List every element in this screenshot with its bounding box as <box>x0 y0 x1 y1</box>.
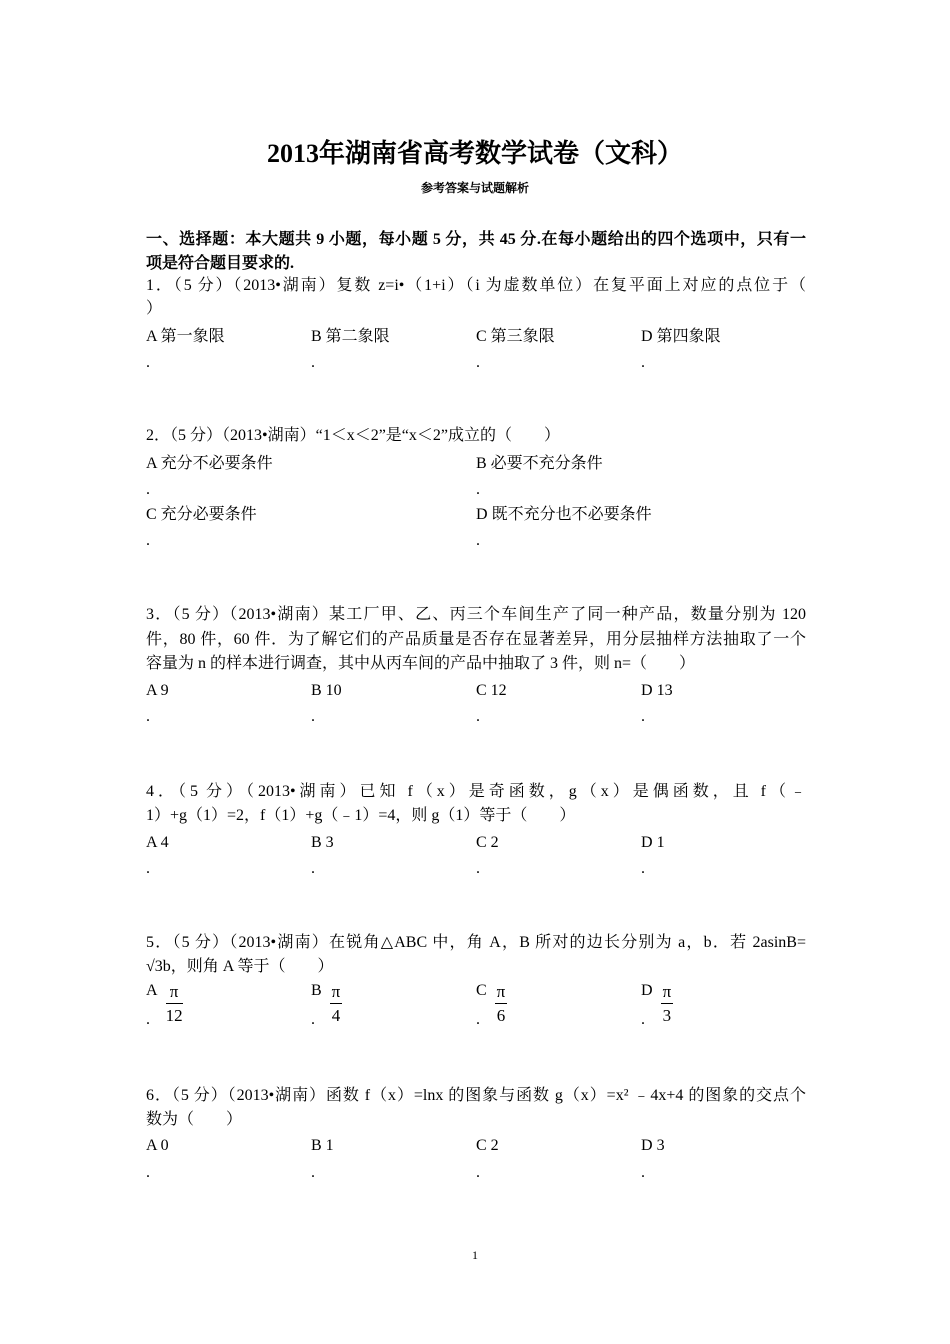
option-dot: . <box>146 860 150 877</box>
option-d[interactable] <box>641 681 673 701</box>
option-b[interactable] <box>476 454 603 474</box>
option-letter: D <box>641 328 653 345</box>
option-c[interactable] <box>476 1136 499 1156</box>
option-text: 12 <box>490 682 507 699</box>
option-b[interactable] <box>311 1136 334 1156</box>
option-letter: C <box>476 682 487 699</box>
option-d[interactable] <box>641 981 673 1028</box>
option-d[interactable] <box>641 1136 665 1156</box>
option-fraction <box>495 981 508 1028</box>
option-text: 充分必要条件 <box>160 506 257 523</box>
option-a[interactable] <box>146 1136 169 1156</box>
option-dot: . <box>476 708 480 725</box>
option-letter: D <box>476 506 488 523</box>
option-a[interactable] <box>146 327 225 347</box>
option-letter: B <box>311 1137 322 1154</box>
option-b[interactable] <box>311 981 342 1028</box>
section-heading-line-1: 一、选择题：本大题共 9 小题，每小题 5 分，共 45 分.在每小题给出的四个选项中，只有一 <box>146 231 806 248</box>
question-3-text-line: 容量为 n 的样本进行调查，其中从丙车间的产品中抽取了 3 件，则 n=（ ） <box>146 655 696 672</box>
option-c[interactable] <box>476 833 499 853</box>
option-dot: . <box>311 1011 315 1028</box>
question-1-text-line: 1．（5 分）（2013•湖南）复数 z=i•（1+i）（i 为虚数单位）在复平面上对应的点位于（ <box>146 277 806 294</box>
fraction-numerator: π <box>166 981 183 1004</box>
fraction-denominator: 4 <box>331 1006 341 1025</box>
option-letter: C <box>476 834 487 851</box>
option-b[interactable] <box>311 681 342 701</box>
fraction-denominator: 6 <box>496 1006 506 1025</box>
option-letter: C <box>146 506 157 523</box>
option-dot: . <box>146 532 150 549</box>
option-a[interactable] <box>146 981 183 1028</box>
option-letter: C <box>476 1137 487 1154</box>
option-fraction <box>330 981 343 1028</box>
option-dot: . <box>476 532 480 549</box>
question-5-text-line: √3b，则角 A 等于（ ） <box>146 958 334 975</box>
option-letter: B <box>311 834 322 851</box>
option-text: 4 <box>160 834 169 851</box>
question-4-text-line: 4．（5 分）（2013•湖南）已知 f（x）是奇函数，g（x）是偶函数，且 f（﹣ <box>146 783 806 800</box>
option-text: 1 <box>325 1137 334 1154</box>
document-title: 2013年湖南省高考数学试卷（文科） <box>266 139 683 168</box>
question-1-text-line: ） <box>146 300 163 317</box>
option-b[interactable] <box>311 327 390 347</box>
option-dot: . <box>641 708 645 725</box>
option-letter: B <box>476 455 487 472</box>
option-text: 0 <box>160 1137 169 1154</box>
option-letter: B <box>311 982 322 999</box>
option-text: 既不充分也不必要条件 <box>491 506 652 523</box>
document-subtitle: 参考答案与试题解析 <box>420 181 529 195</box>
option-dot: . <box>476 1011 480 1028</box>
option-text: 必要不充分条件 <box>490 455 603 472</box>
option-fraction <box>661 981 674 1028</box>
question-2-text-line: 2．（5 分）（2013•湖南）“1＜x＜2”是“x＜2”成立的（ ） <box>146 427 561 444</box>
option-text: 10 <box>325 682 342 699</box>
option-c[interactable] <box>476 981 507 1028</box>
option-text: 2 <box>490 834 499 851</box>
option-dot: . <box>476 354 480 371</box>
option-text: 1 <box>656 834 665 851</box>
option-letter: C <box>476 982 487 999</box>
option-b[interactable] <box>311 833 334 853</box>
option-letter: A <box>146 982 158 999</box>
option-dot: . <box>146 354 150 371</box>
option-dot: . <box>641 354 645 371</box>
option-dot: . <box>641 1011 645 1028</box>
option-letter: A <box>146 834 157 851</box>
section-heading-line-2: 项是符合题目要求的. <box>146 255 295 272</box>
option-text: 第一象限 <box>160 328 225 345</box>
question-6-text-line: 6．（5 分）（2013•湖南）函数 f（x）=lnx 的图象与函数 g（x）=x² ﹣4x+4 的图象的交点个 <box>146 1087 806 1104</box>
option-dot: . <box>311 354 315 371</box>
option-dot: . <box>476 860 480 877</box>
option-text: 13 <box>656 682 673 699</box>
option-dot: . <box>641 860 645 877</box>
option-letter: D <box>641 1137 653 1154</box>
option-letter: C <box>476 328 487 345</box>
option-text: 3 <box>325 834 334 851</box>
fraction-numerator: π <box>661 981 674 1004</box>
option-dot: . <box>146 708 150 725</box>
fraction-denominator: 12 <box>165 1006 183 1025</box>
option-letter: A <box>146 1137 157 1154</box>
option-c[interactable] <box>146 505 257 525</box>
fraction-numerator: π <box>330 981 343 1004</box>
option-dot: . <box>311 860 315 877</box>
option-dot: . <box>311 708 315 725</box>
option-dot: . <box>146 481 150 498</box>
option-c[interactable] <box>476 681 507 701</box>
page-number: 1 <box>472 1248 478 1262</box>
option-a[interactable] <box>146 681 169 701</box>
option-text: 第四象限 <box>656 328 721 345</box>
option-text: 9 <box>160 682 169 699</box>
option-dot: . <box>311 1164 315 1181</box>
option-letter: B <box>311 682 322 699</box>
option-c[interactable] <box>476 327 555 347</box>
question-4-text-line: 1）+g（1）=2，f（1）+g（﹣1）=4，则 g（1）等于（ ） <box>146 807 576 824</box>
question-6-text-line: 数为（ ） <box>146 1111 243 1128</box>
option-text: 充分不必要条件 <box>160 455 273 472</box>
option-text: 3 <box>656 1137 665 1154</box>
question-3-text-line: 件，80 件，60 件．为了解它们的产品质量是否存在显著差异，用分层抽样方法抽取了一个 <box>146 631 806 648</box>
option-dot: . <box>146 1011 150 1028</box>
option-dot: . <box>641 1164 645 1181</box>
option-dot: . <box>146 1164 150 1181</box>
option-letter: B <box>311 328 322 345</box>
option-d[interactable] <box>641 833 665 853</box>
option-text: 第三象限 <box>490 328 555 345</box>
option-dot: . <box>476 481 480 498</box>
option-d[interactable] <box>641 327 721 347</box>
option-letter: A <box>146 455 157 472</box>
fraction-denominator: 3 <box>662 1006 672 1025</box>
option-d[interactable] <box>476 505 652 525</box>
option-dot: . <box>476 1164 480 1181</box>
question-3-text-line: 3．（5 分）（2013•湖南）某工厂甲、乙、丙三个车间生产了同一种产品，数量分别为 120 <box>146 606 806 623</box>
option-letter: A <box>146 328 157 345</box>
question-5-text-line: 5．（5 分）（2013•湖南）在锐角△ABC 中，角 A，B 所对的边长分别为 a，b．若 2asinB= <box>146 934 806 951</box>
option-a[interactable] <box>146 833 169 853</box>
option-letter: D <box>641 982 653 999</box>
option-text: 2 <box>490 1137 499 1154</box>
option-fraction <box>166 981 183 1028</box>
option-text: 第二象限 <box>325 328 390 345</box>
option-a[interactable] <box>146 454 273 474</box>
fraction-numerator: π <box>495 981 508 1004</box>
option-letter: D <box>641 682 653 699</box>
option-letter: D <box>641 834 653 851</box>
option-letter: A <box>146 682 157 699</box>
